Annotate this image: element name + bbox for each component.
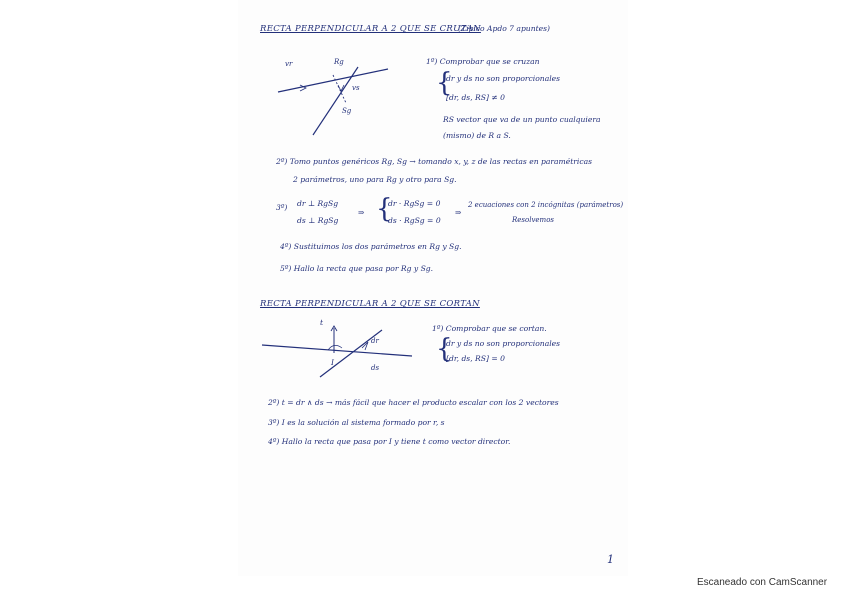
brace-icon: {	[376, 194, 393, 224]
s2-step3: 3º) I es la solución al sistema formado por r, s	[268, 418, 445, 427]
diagram2-label-t: t	[320, 318, 324, 327]
s2-step1-head: 1º) Comprobar que se cortan.	[432, 324, 547, 333]
diagram1-label-sg: Sg	[342, 107, 352, 115]
section1-title: RECTA PERPENDICULAR A 2 QUE SE CRUZAN	[260, 24, 481, 34]
s1-step1-l2: [dr, ds, RS] ≠ 0	[446, 93, 505, 102]
s1-step3-e2: ds · RgSg = 0	[388, 216, 441, 225]
s2-step4: 4º) Hallo la recta que pasa por I y tiene t como vector director.	[268, 437, 511, 446]
s2-step2: 2º) t = dr ∧ ds → más fácil que hacer el producto escalar con los 2 vectores	[268, 398, 559, 407]
s1-step3-c2: ds ⊥ RgSg	[297, 216, 339, 225]
s1-step1-l4: (mismo) de R a S.	[443, 131, 511, 140]
brace-icon: {	[436, 68, 453, 98]
s1-step1-l1: dr y ds no son proporcionales	[446, 74, 561, 83]
diagram1-label-rg: Rg	[334, 58, 344, 66]
diagram1-label-r: vr	[285, 60, 293, 68]
s2-step1-l1: dr y ds no son proporcionales	[446, 339, 561, 348]
line-r	[278, 69, 388, 92]
line-s	[313, 67, 358, 135]
s1-step3-r2: Resolvemos	[512, 216, 554, 224]
diagram2-label-dr: dr	[371, 337, 379, 345]
s1-step3-label: 3º)	[276, 203, 288, 212]
s1-step1-head: 1º) Comprobar que se cruzan	[426, 57, 540, 66]
s2-step1-l2: [dr, ds, RS] = 0	[446, 354, 505, 363]
diagram2-label-i: I	[331, 358, 334, 367]
line-r	[262, 345, 412, 356]
s1-step3-r1: 2 ecuaciones con 2 incógnitas (parámetros)	[468, 201, 624, 209]
s1-step1-l3: RS vector que va de un punto cualquiera	[443, 115, 601, 124]
s1-step2-l1: 2º) Tomo puntos genéricos Rg, Sg → tomando x, y, z de las rectas en paramétricas	[276, 157, 593, 166]
page-number: 1	[607, 553, 614, 566]
s1-step3-implies2: ⇒	[455, 208, 462, 217]
scanner-watermark: Escaneado con CamScanner	[697, 577, 828, 588]
s1-step5: 5º) Hallo la recta que pasa por Rg y Sg.	[280, 264, 434, 273]
diagram1-label-s: vs	[352, 84, 360, 92]
section1-title-note: (Típico Apdo 7 apuntes)	[458, 24, 550, 33]
s1-step4: 4º) Sustituimos los dos parámetros en Rg y Sg.	[280, 242, 462, 251]
section2-title: RECTA PERPENDICULAR A 2 QUE SE CORTAN	[260, 299, 480, 309]
angle-arc-icon	[328, 345, 342, 350]
skew-lines-diagram	[278, 55, 388, 140]
brace-icon: {	[436, 334, 453, 364]
intersecting-lines-diagram	[262, 320, 412, 380]
s1-step2-l2: 2 parámetros, uno para Rg y otro para Sg.	[293, 175, 457, 184]
s1-step3-c1: dr ⊥ RgSg	[297, 199, 339, 208]
s1-step3-implies: ⇒	[358, 208, 365, 217]
diagram2-label-ds: ds	[371, 364, 380, 372]
s1-step3-e1: dr · RgSg = 0	[388, 199, 441, 208]
